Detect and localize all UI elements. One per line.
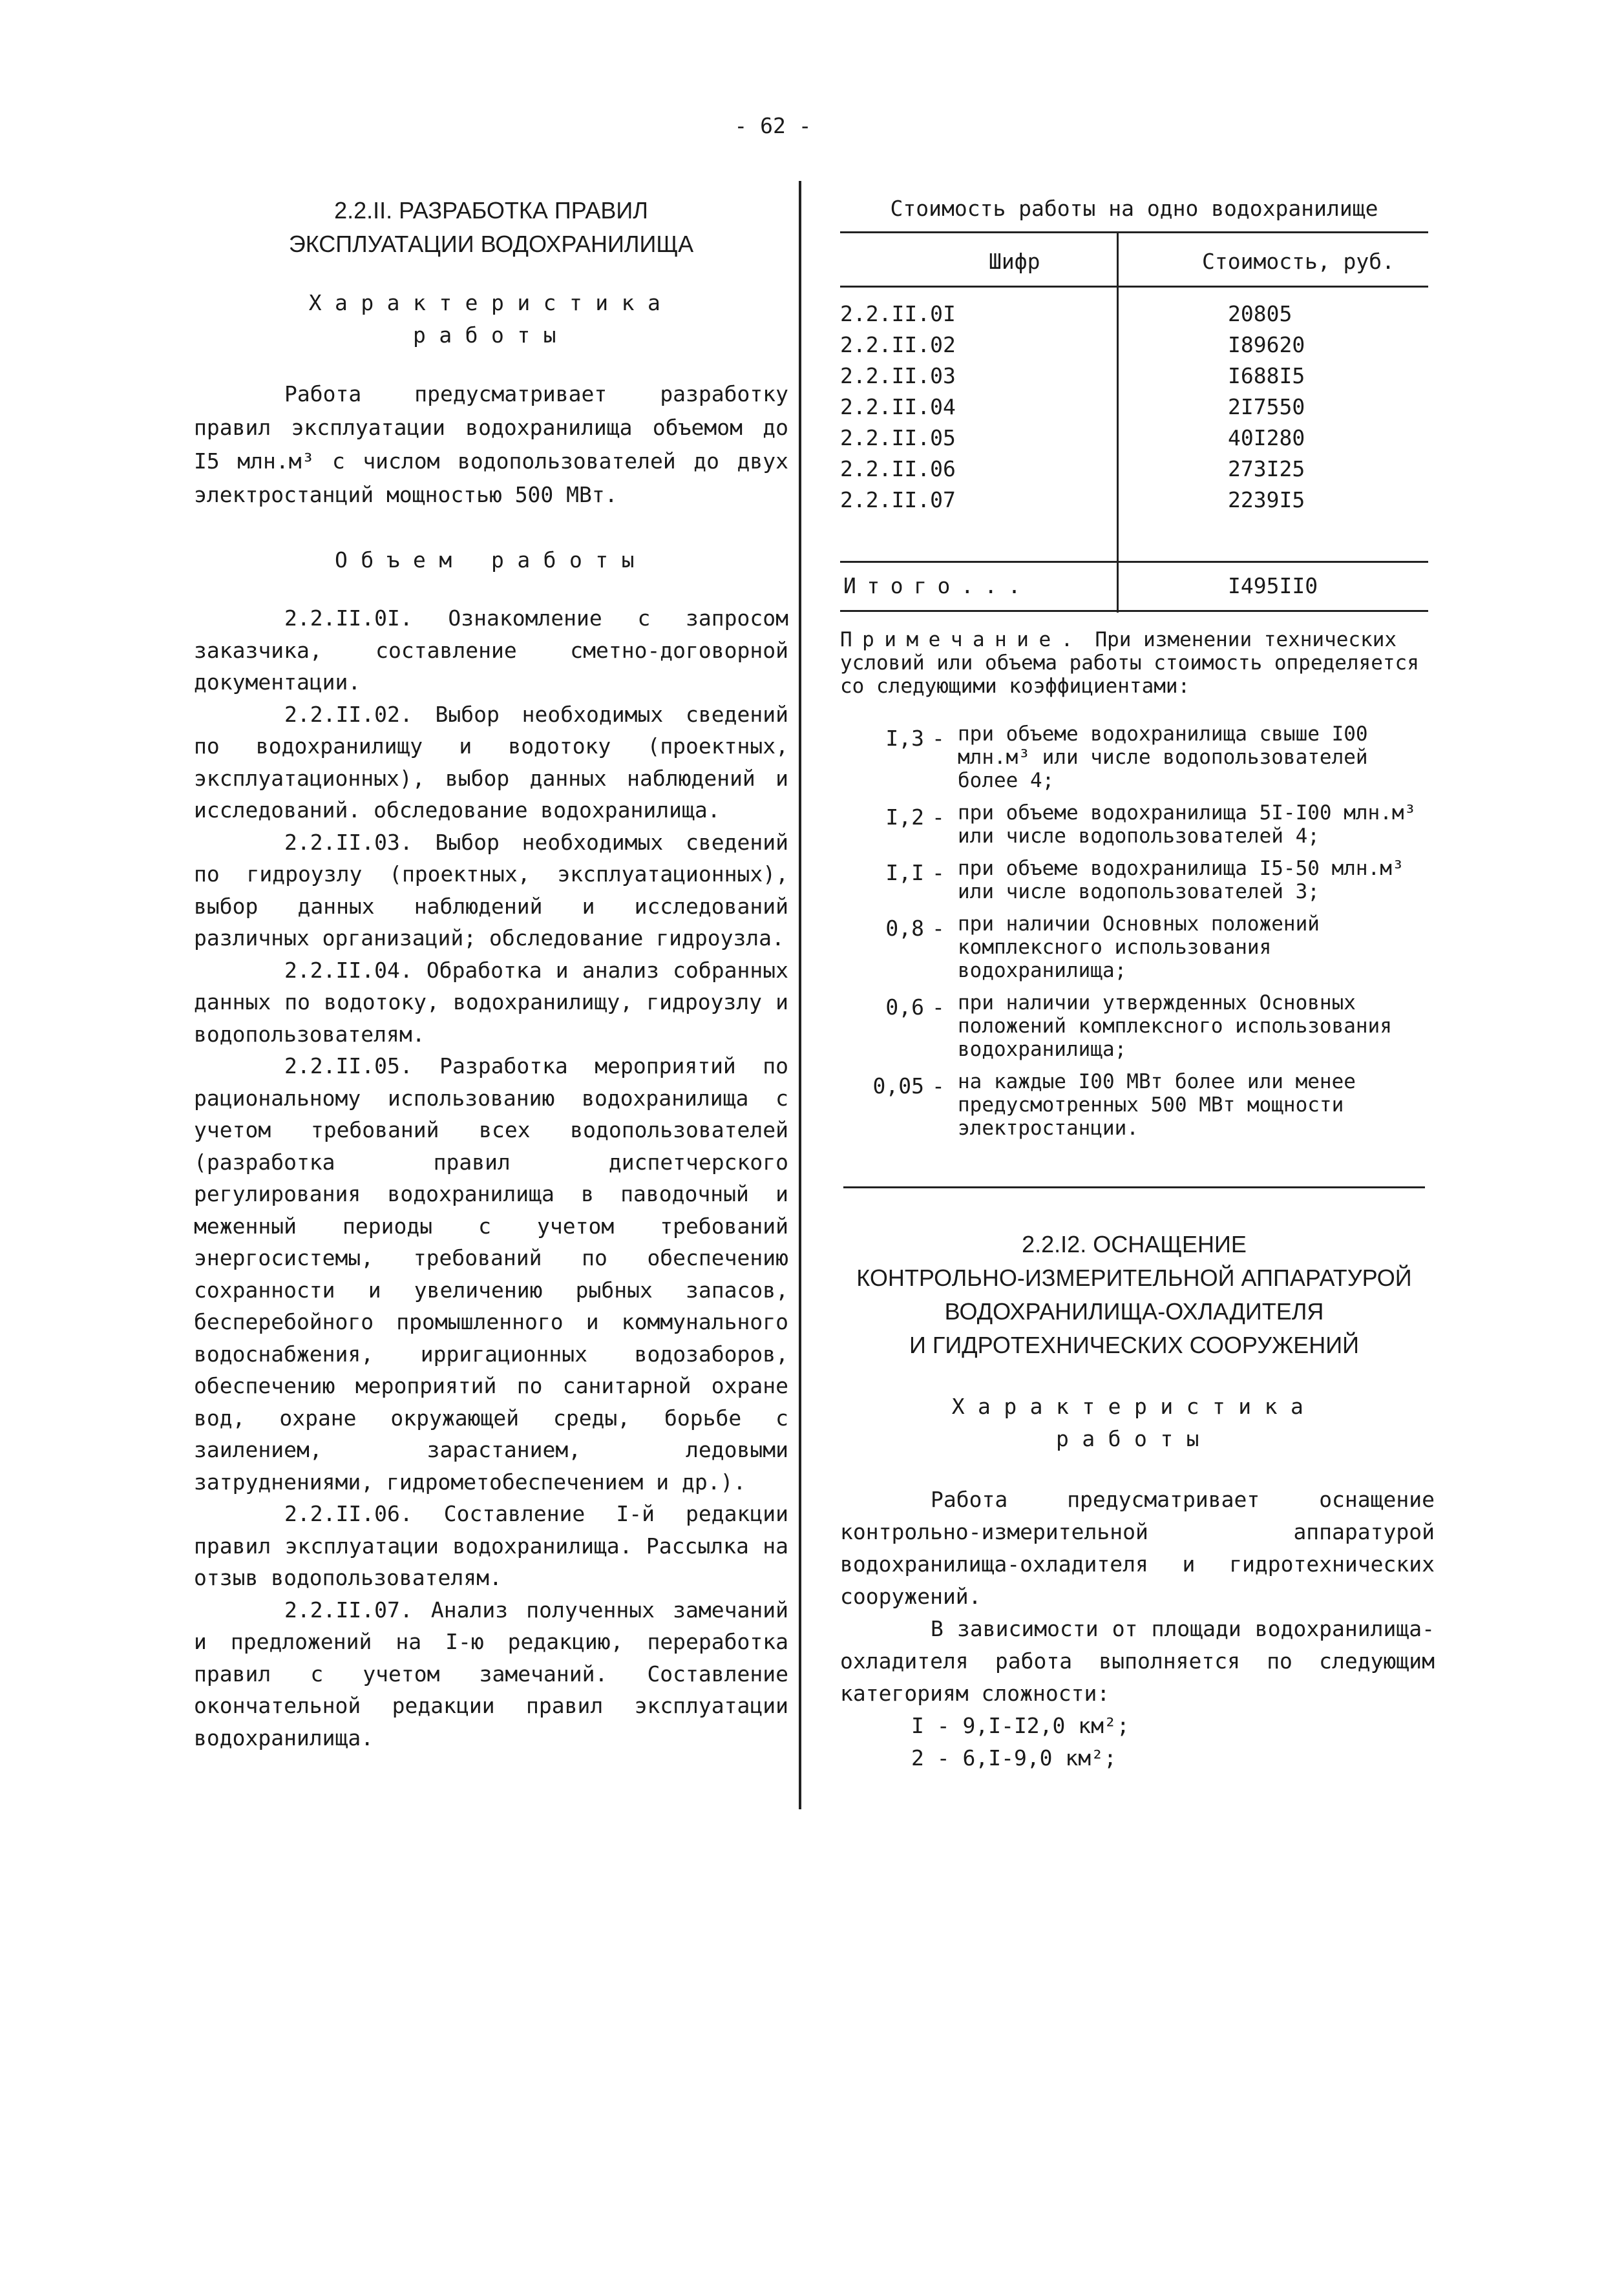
section-divider	[843, 1186, 1425, 1188]
coefficient-value: 0,6	[885, 994, 924, 1020]
note	[840, 628, 1435, 698]
coefficient-list	[827, 722, 1435, 1140]
table-row	[840, 423, 1428, 454]
note-label: Примечание.	[840, 628, 1083, 651]
row-cost: 40I280	[1228, 425, 1305, 450]
table-row	[840, 330, 1428, 361]
row-cost: I89620	[1228, 332, 1305, 357]
char-heading-line: работы	[413, 322, 569, 348]
row-cost: 2I7550	[1228, 394, 1305, 419]
table-header-cost: Стоимость, руб.	[1202, 249, 1395, 274]
table-row	[840, 361, 1428, 392]
section-title	[194, 194, 788, 261]
coefficient-item: I,I - при объеме водохранилища I5-50 млн.м³ или числе водопользователей 3;	[827, 857, 1435, 903]
scope-item: 2.2.II.03. Выбор необходимых сведений по гидроузлу (проектных, эксплуатационных), выбор данных наблюдений и исследований различных организаций; обследование гидроузла.	[194, 829, 788, 951]
row-code: 2.2.II.02	[840, 332, 956, 357]
table-row	[840, 485, 1428, 516]
scope-heading: Объем работы	[335, 547, 648, 573]
coefficient-item: I,2 - при объеме водохранилища 5I-I00 млн.м³ или числе водопользователей 4;	[827, 801, 1435, 848]
note-intro: При изменении технических условий или объема работы стоимость определяется со следующими коэффициентами:	[840, 628, 1419, 698]
row-code: 2.2.II.07	[840, 487, 956, 512]
row-code: 2.2.II.04	[840, 394, 956, 419]
coefficient-value: I,I	[885, 860, 924, 885]
scope-item: 2.2.II.0I. Ознакомление с запросом заказчика, составление сметно-договорной документации.	[194, 605, 788, 695]
section2-title-line: КОНТРОЛЬНО-ИЗМЕРИТЕЛЬНОЙ АППАРАТУРОЙ	[856, 1265, 1412, 1291]
table-header-rule	[840, 286, 1428, 288]
column-divider	[799, 181, 801, 1809]
scope-items	[194, 602, 788, 1754]
section-title-line: 2.2.II. РАЗРАБОТКА ПРАВИЛ	[334, 197, 648, 224]
row-code: 2.2.II.0I	[840, 301, 956, 326]
char-heading-2	[834, 1391, 1435, 1455]
char-heading-line: работы	[1056, 1426, 1212, 1451]
category-list	[840, 1710, 1435, 1774]
section-title-line: ЭКСПЛУАТАЦИИ ВОДОХРАНИЛИЩА	[288, 231, 694, 257]
coefficient-text: при наличии утвержденных Основных положений комплексного использования водохранилища;	[958, 991, 1392, 1061]
char-heading-line: Характеристика	[308, 290, 674, 315]
scope-item: 2.2.II.02. Выбор необходимых сведений по водохранилищу и водотоку (проектных, эксплуатационных), выбор данных наблюдений и исследований. обследование водохранилища.	[194, 701, 788, 823]
row-cost: 273I25	[1228, 456, 1305, 481]
row-cost: I688I5	[1228, 363, 1305, 388]
section2-title-line: 2.2.I2. ОСНАЩЕНИЕ	[1022, 1231, 1247, 1257]
row-code: 2.2.II.03	[840, 363, 956, 388]
scope-item: 2.2.II.04. Обработка и анализ собранных данных по водотоку, водохранилищу, гидроузлу и водопользователям.	[194, 957, 788, 1047]
row-code: 2.2.II.06	[840, 456, 956, 481]
table-bottom-rule	[840, 610, 1428, 612]
category-item: I - 9,I-I2,0 км²;	[911, 1713, 1130, 1738]
section2-title-line: И ГИДРОТЕХНИЧЕСКИХ СООРУЖЕНИЙ	[909, 1332, 1359, 1358]
category-item: 2 - 6,I-9,0 км²;	[911, 1745, 1117, 1771]
total-value: I495II0	[1228, 573, 1318, 598]
total-label: Итого...	[843, 573, 1031, 598]
page-number: - 62 -	[734, 113, 812, 138]
char-text-2	[840, 1484, 1435, 1774]
row-code: 2.2.II.05	[840, 425, 956, 450]
char-text-2-para: В зависимости от площади водохранилища-охладителя работа выполняется по следующим категориям сложности:	[840, 1616, 1435, 1706]
row-cost: 2239I5	[1228, 487, 1305, 512]
table-caption: Стоимость работы на одно водохранилище	[890, 196, 1378, 221]
char-text-2-para: Работа предусматривает оснащение контрольно-измерительной аппаратурой водохранилища-охладителя и гидротехнических сооружений.	[840, 1487, 1435, 1609]
scope-item: 2.2.II.07. Анализ полученных замечаний и предложений на I-ю редакцию, переработка правил с учетом замечаний. Составление окончательной редакции правил эксплуатации водохранилища.	[194, 1597, 788, 1750]
coefficient-text: при объеме водохранилища свыше I00 млн.м³ или числе водопользователей более 4;	[958, 722, 1368, 792]
scope-item: 2.2.II.05. Разработка мероприятий по рациональному использованию водохранилища с учетом требований всех водопользователей (разработка правил диспетчерского регулирования водохранилища в паводочный и меженный периоды с учетом требований энергосистемы, требований по обеспечению сохранности и увеличению рыбных запасов, бесперебойного промышленного и коммунального водоснабжения, ирригационных водозаборов, обеспечению мероприятий по санитарной охране вод, охране окружающей среды, борьбе с заилением, зарастанием, ледовыми затруднениями, гидрометобеспечением и др.).	[194, 1053, 788, 1495]
scope-item: 2.2.II.06. Составление I-й редакции правил эксплуатации водохранилища. Рассылка на отзыв водопользователям.	[194, 1501, 788, 1590]
coefficient-value: 0,05	[872, 1073, 924, 1098]
table-header-code: Шифр	[989, 249, 1040, 274]
cost-table-body	[840, 299, 1428, 516]
coefficient-item: 0,6 - при наличии утвержденных Основных положений комплексного использования водохранилища;	[827, 991, 1435, 1061]
coefficient-item: I,3 - при объеме водохранилища свыше I00 млн.м³ или числе водопользователей более 4;	[827, 722, 1435, 792]
left-column	[194, 194, 788, 1754]
section2-title-line: ВОДОХРАНИЛИЩА-ОХЛАДИТЕЛЯ	[944, 1298, 1324, 1325]
row-cost: 20805	[1228, 301, 1292, 326]
coefficient-item: 0,8 - при наличии Основных положений комплексного использования водохранилища;	[827, 912, 1435, 982]
coefficient-item: 0,05 - на каждые I00 МВт более или менее предусмотренных 500 МВт мощности электростанции.	[827, 1070, 1435, 1140]
table-row	[840, 299, 1428, 330]
table-row	[840, 392, 1428, 423]
table-top-rule	[840, 231, 1428, 233]
char-text: Работа предусматривает разработку правил эксплуатации водохранилища объемом до I5 млн.м³ с числом водопользователей до двух электростанций мощностью 500 МВт.	[194, 381, 788, 507]
table-row	[840, 454, 1428, 485]
coefficient-text: при наличии Основных положений комплексного использования водохранилища;	[958, 912, 1320, 982]
coefficient-text: на каждые I00 МВт более или менее предусмотренных 500 МВт мощности электростанции.	[958, 1070, 1356, 1140]
char-heading-line: Характеристика	[951, 1394, 1317, 1419]
coefficient-text: при объеме водохранилища I5-50 млн.м³ или числе водопользователей 3;	[958, 857, 1404, 903]
section2-title	[834, 1228, 1435, 1362]
coefficient-value: I,3	[885, 726, 924, 751]
coefficient-text: при объеме водохранилища 5I-I00 млн.м³ или числе водопользователей 4;	[958, 801, 1417, 848]
char-heading	[194, 287, 788, 352]
coefficient-value: I,2	[885, 804, 924, 830]
coefficient-value: 0,8	[885, 916, 924, 941]
table-total-top-rule	[840, 561, 1428, 563]
